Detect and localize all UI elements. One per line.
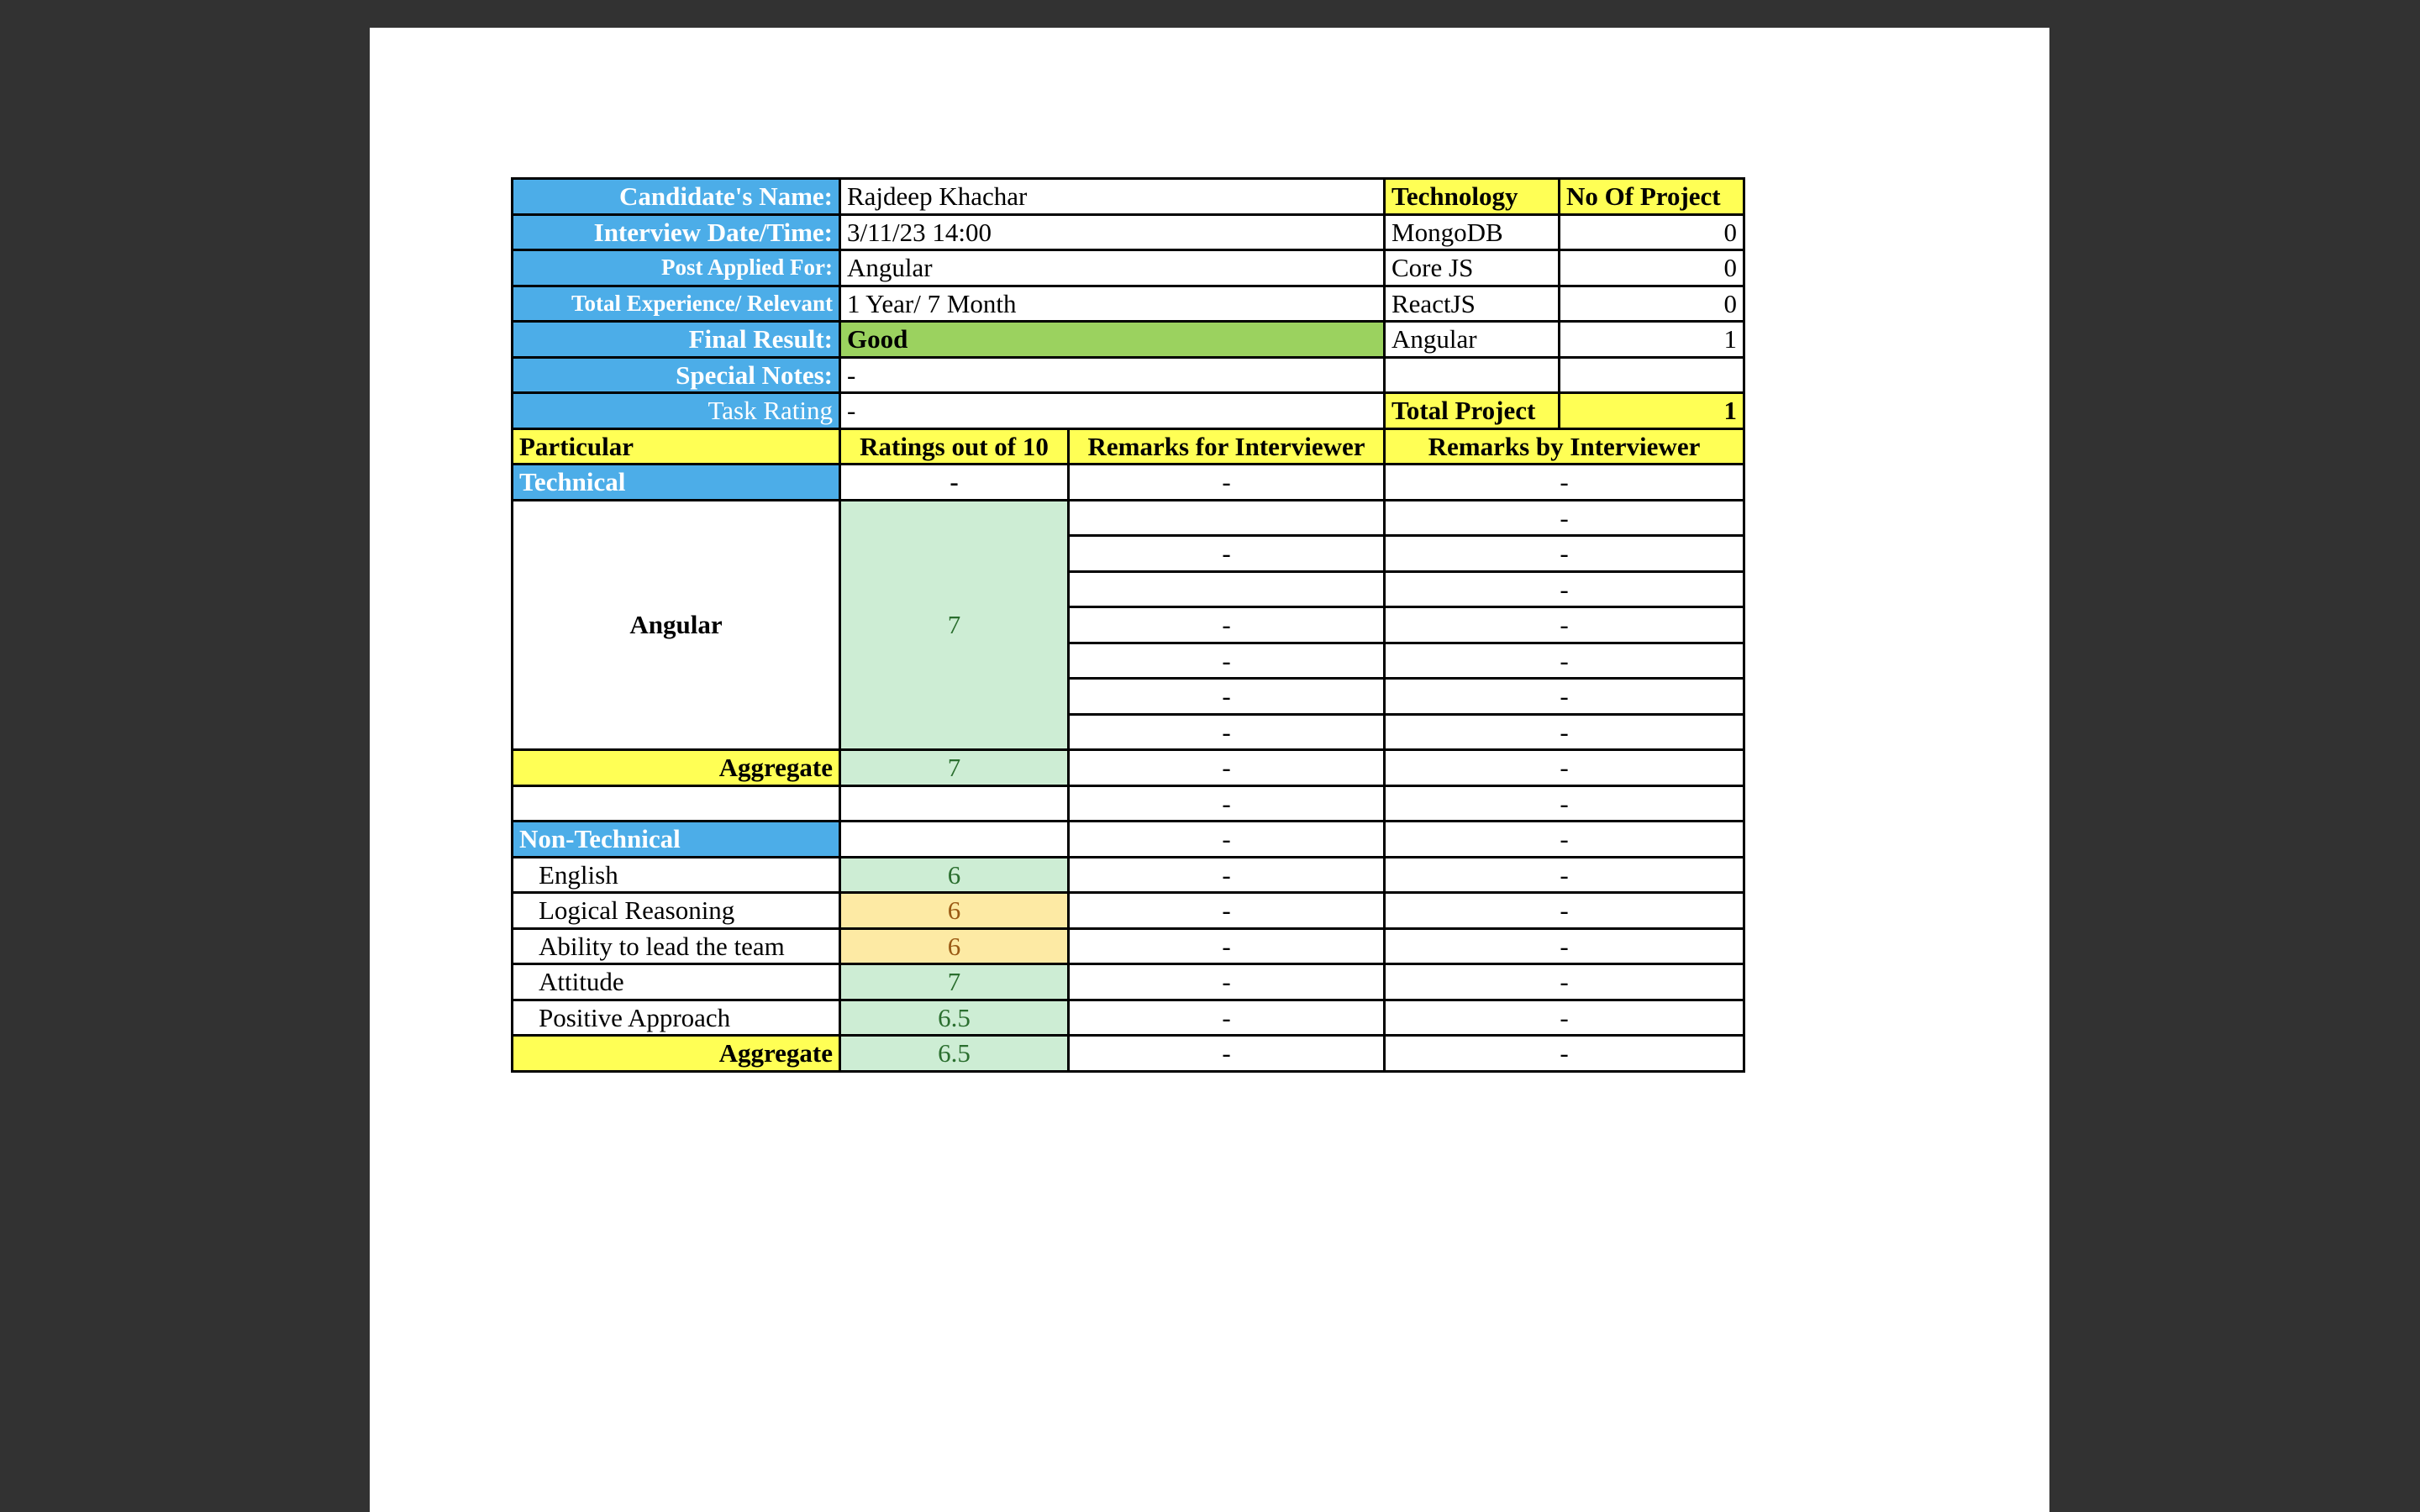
- rating-logical-reasoning: 6: [840, 893, 1069, 929]
- value-task-rating: -: [840, 393, 1385, 429]
- row-attitude: [513, 964, 1744, 1000]
- label-total-experience: Total Experience/ Relevant: [513, 286, 840, 322]
- technical-aggregate-remark-for: -: [1069, 750, 1385, 786]
- remark-for-cell: -: [1069, 679, 1385, 715]
- header-remarks-for: Remarks for Interviewer: [1069, 428, 1385, 465]
- tech-name-corejs: Core JS: [1385, 250, 1560, 286]
- technical-aggregate-value: 7: [840, 750, 1069, 786]
- tech-name-empty: [1385, 357, 1560, 393]
- row-english: [513, 857, 1744, 893]
- blank-remark-for: -: [1069, 785, 1385, 822]
- header-technology: Technology: [1385, 179, 1560, 215]
- row-total-experience: [513, 286, 1744, 322]
- non-technical-aggregate-remark-for: -: [1069, 1036, 1385, 1072]
- remark-for-cell: -: [1069, 607, 1385, 643]
- value-post-applied: Angular: [840, 250, 1385, 286]
- criterion-english: English: [513, 857, 840, 893]
- header-ratings: Ratings out of 10: [840, 428, 1069, 465]
- criterion-attitude: Attitude: [513, 964, 840, 1000]
- remark-for-attitude: -: [1069, 964, 1385, 1000]
- header-particular: Particular: [513, 428, 840, 465]
- row-blank: [513, 785, 1744, 822]
- rating-positive-approach: 6.5: [840, 1000, 1069, 1036]
- row-special-notes: [513, 357, 1744, 393]
- value-final-result: Good: [840, 322, 1385, 358]
- tech-count-reactjs: 0: [1560, 286, 1744, 322]
- remark-by-cell: -: [1385, 643, 1744, 679]
- interview-evaluation-sheet: [511, 177, 1745, 1073]
- row-positive-approach: [513, 1000, 1744, 1036]
- label-task-rating: Task Rating: [513, 393, 840, 429]
- section-non-technical: Non-Technical: [513, 822, 840, 858]
- remark-for-cell: -: [1069, 714, 1385, 750]
- remark-by-cell: -: [1385, 679, 1744, 715]
- value-special-notes: -: [840, 357, 1385, 393]
- technical-remark-by: -: [1385, 465, 1744, 501]
- value-interview-date: 3/11/23 14:00: [840, 214, 1385, 250]
- remark-by-attitude: -: [1385, 964, 1744, 1000]
- non-technical-remark-for: -: [1069, 822, 1385, 858]
- remark-by-leadership: -: [1385, 928, 1744, 964]
- blank-particular: [513, 785, 840, 822]
- label-post-applied: Post Applied For:: [513, 250, 840, 286]
- remark-by-logical-reasoning: -: [1385, 893, 1744, 929]
- skill-angular: Angular: [513, 500, 840, 750]
- remark-by-cell: -: [1385, 536, 1744, 572]
- blank-remark-by: -: [1385, 785, 1744, 822]
- remark-by-cell: -: [1385, 714, 1744, 750]
- non-technical-aggregate-remark-by: -: [1385, 1036, 1744, 1072]
- technical-remark-for: -: [1069, 465, 1385, 501]
- header-remarks-by: Remarks by Interviewer: [1385, 428, 1744, 465]
- criterion-positive-approach: Positive Approach: [513, 1000, 840, 1036]
- tech-count-corejs: 0: [1560, 250, 1744, 286]
- remark-for-cell: [1069, 571, 1385, 607]
- remark-for-cell: -: [1069, 643, 1385, 679]
- label-interview-date: Interview Date/Time:: [513, 214, 840, 250]
- rating-english: 6: [840, 857, 1069, 893]
- technical-aggregate-label: Aggregate: [513, 750, 840, 786]
- remark-for-positive-approach: -: [1069, 1000, 1385, 1036]
- remark-by-cell: -: [1385, 607, 1744, 643]
- remark-by-cell: -: [1385, 571, 1744, 607]
- non-technical-aggregate-label: Aggregate: [513, 1036, 840, 1072]
- label-candidate-name: Candidate's Name:: [513, 179, 840, 215]
- rating-leadership: 6: [840, 928, 1069, 964]
- value-total-experience: 1 Year/ 7 Month: [840, 286, 1385, 322]
- technical-aggregate-remark-by: -: [1385, 750, 1744, 786]
- label-total-project: Total Project: [1385, 393, 1560, 429]
- table-row: [513, 500, 1744, 536]
- remark-for-english: -: [1069, 857, 1385, 893]
- document-page: [370, 28, 2049, 1512]
- tech-count-angular: 1: [1560, 322, 1744, 358]
- tech-name-reactjs: ReactJS: [1385, 286, 1560, 322]
- remark-for-logical-reasoning: -: [1069, 893, 1385, 929]
- blank-rating: [840, 785, 1069, 822]
- row-non-technical: [513, 822, 1744, 858]
- remark-by-english: -: [1385, 857, 1744, 893]
- remark-for-leadership: -: [1069, 928, 1385, 964]
- row-candidate-name: [513, 179, 1744, 215]
- row-technical: [513, 465, 1744, 501]
- section-technical: Technical: [513, 465, 840, 501]
- technical-rating: -: [840, 465, 1069, 501]
- tech-name-mongodb: MongoDB: [1385, 214, 1560, 250]
- non-technical-remark-by: -: [1385, 822, 1744, 858]
- label-special-notes: Special Notes:: [513, 357, 840, 393]
- row-technical-aggregate: [513, 750, 1744, 786]
- non-technical-aggregate-value: 6.5: [840, 1036, 1069, 1072]
- tech-count-mongodb: 0: [1560, 214, 1744, 250]
- header-no-of-project: No Of Project: [1560, 179, 1744, 215]
- remark-for-cell: [1069, 500, 1385, 536]
- row-final-result: [513, 322, 1744, 358]
- criterion-leadership: Ability to lead the team: [513, 928, 840, 964]
- rating-attitude: 7: [840, 964, 1069, 1000]
- value-total-project: 1: [1560, 393, 1744, 429]
- remark-by-cell: -: [1385, 500, 1744, 536]
- row-non-technical-aggregate: [513, 1036, 1744, 1072]
- row-logical-reasoning: [513, 893, 1744, 929]
- row-task-rating: [513, 393, 1744, 429]
- row-leadership: [513, 928, 1744, 964]
- skill-angular-rating: 7: [840, 500, 1069, 750]
- tech-count-empty: [1560, 357, 1744, 393]
- tech-name-angular: Angular: [1385, 322, 1560, 358]
- remark-for-cell: -: [1069, 536, 1385, 572]
- criterion-logical-reasoning: Logical Reasoning: [513, 893, 840, 929]
- row-interview-date: [513, 214, 1744, 250]
- label-final-result: Final Result:: [513, 322, 840, 358]
- row-post-applied: [513, 250, 1744, 286]
- row-column-headers: [513, 428, 1744, 465]
- value-candidate-name: Rajdeep Khachar: [840, 179, 1385, 215]
- non-technical-rating: [840, 822, 1069, 858]
- remark-by-positive-approach: -: [1385, 1000, 1744, 1036]
